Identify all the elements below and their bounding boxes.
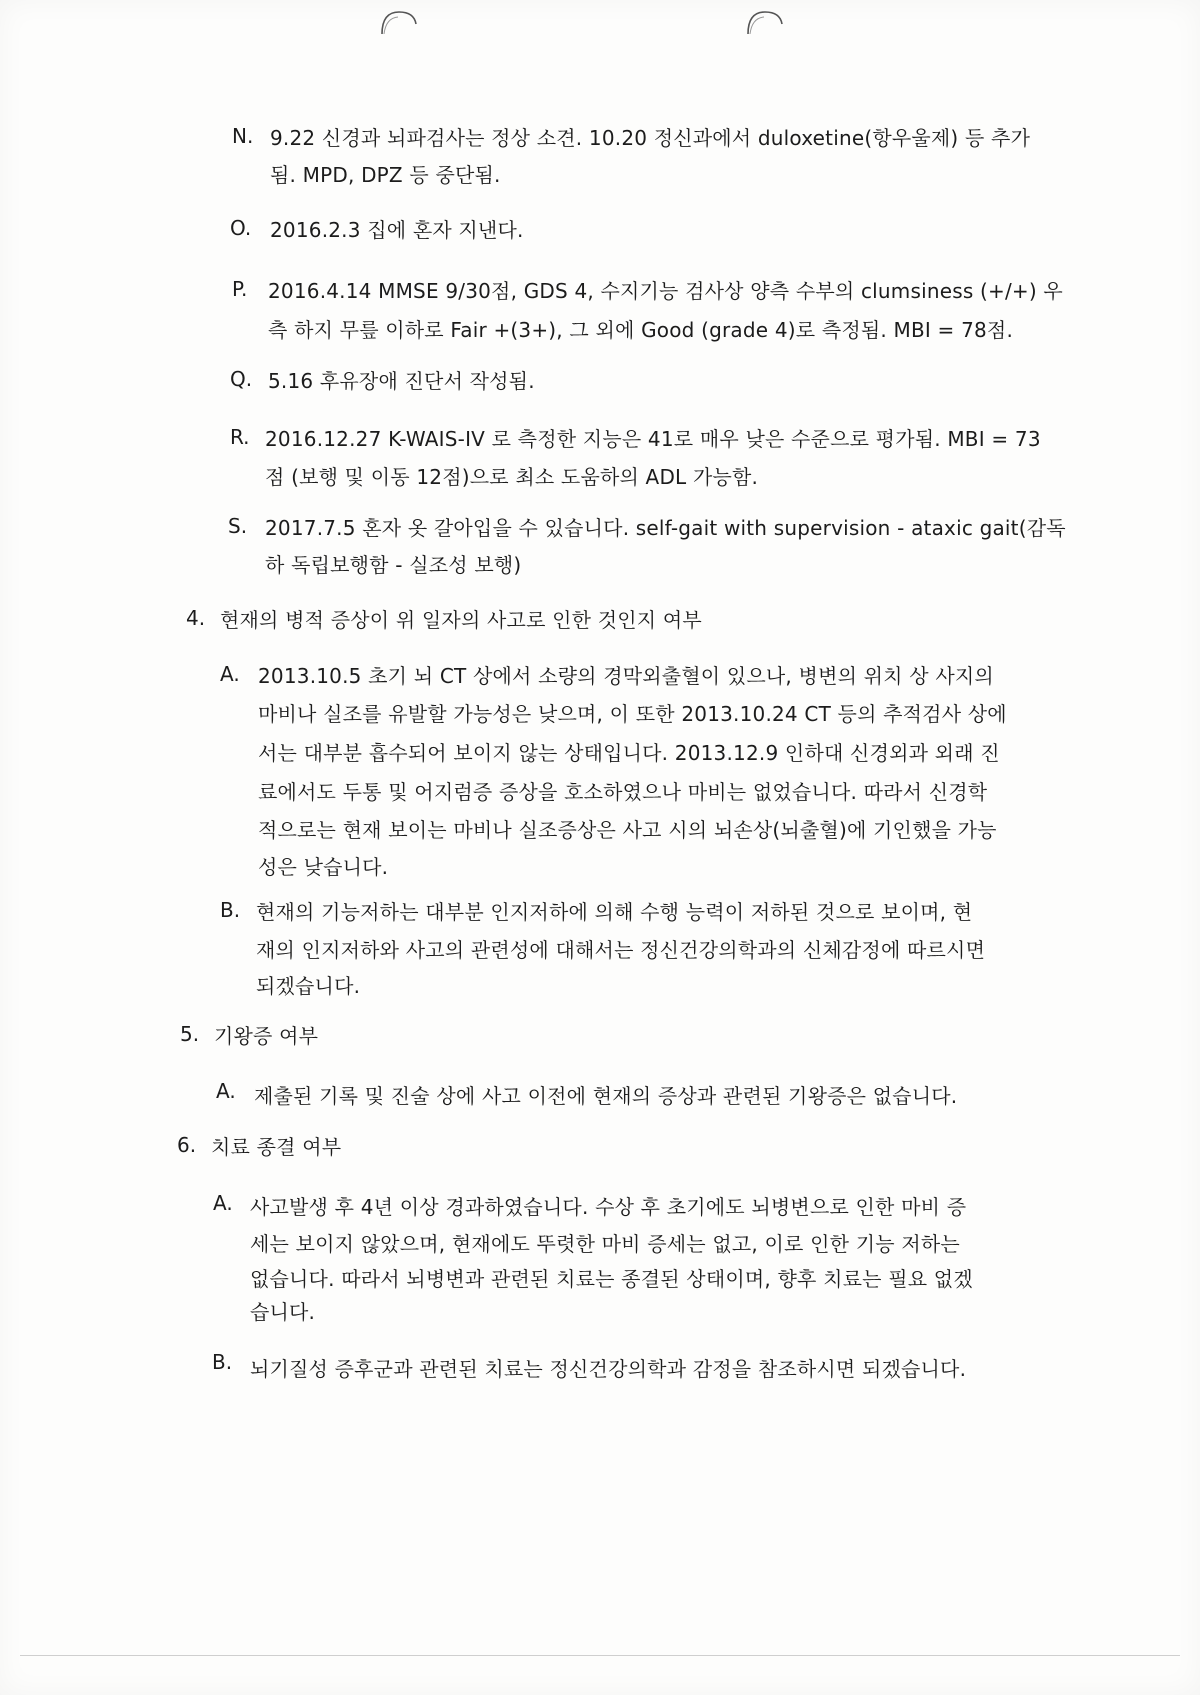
item-s-line-1: 2017.7.5 혼자 옷 갈아입을 수 있습니다. self-gait with supervision - ataxic gait(감독 (265, 516, 1066, 540)
item-marker-s: S. (228, 514, 248, 538)
section-5-item-a-line-1: 제출된 기록 및 진술 상에 사고 이전에 현재의 증상과 관련된 기왕증은 없습니다. (254, 1084, 958, 1108)
section-4-number: 4. (186, 606, 206, 630)
bottom-scan-edge (20, 1655, 1180, 1656)
item-marker-r: R. (230, 425, 250, 449)
section-5-item-a-marker: A. (216, 1079, 236, 1103)
section-6-item-a-line-2: 세는 보이지 않았으며, 현재에도 뚜렷한 마비 증세는 없고, 이로 인한 기능 저하는 (250, 1232, 960, 1256)
item-p-line-2: 측 하지 무릎 이하로 Fair +(3+), 그 외에 Good (grade 4)로 측정됨. MBI = 78점. (268, 318, 1013, 342)
item-marker-p: P. (232, 277, 248, 301)
section-4-item-b-line-2: 재의 인지저하와 사고의 관련성에 대해서는 정신건강의학과의 신체감정에 따르시면 (256, 938, 986, 962)
item-marker-n: N. (232, 124, 254, 148)
section-6-item-a-line-1: 사고발생 후 4년 이상 경과하였습니다. 수상 후 초기에도 뇌병변으로 인한 마비 증 (250, 1195, 967, 1219)
item-s-line-2: 하 독립보행함 - 실조성 보행) (265, 553, 522, 577)
section-5-heading: 기왕증 여부 (214, 1024, 319, 1048)
item-marker-q: Q. (230, 367, 253, 391)
item-n-line-1: 9.22 신경과 뇌파검사는 정상 소견. 10.20 정신과에서 duloxetine(항우울제) 등 추가 (270, 126, 1031, 150)
punch-hole-left (378, 8, 420, 38)
item-r-line-1: 2016.12.27 K-WAIS-IV 로 측정한 지능은 41로 매우 낮은 수준으로 평가됨. MBI = 73 (265, 427, 1041, 451)
section-4-item-a-line-2: 마비나 실조를 유발할 가능성은 낮으며, 이 또한 2013.10.24 CT 등의 추적검사 상에 (258, 702, 1007, 726)
section-4-item-a-line-4: 료에서도 두통 및 어지럼증 증상을 호소하였으나 마비는 없었습니다. 따라서 신경학 (258, 780, 988, 804)
item-r-line-2: 점 (보행 및 이동 12점)으로 최소 도움하의 ADL 가능함. (265, 465, 759, 489)
punch-hole-right (744, 8, 786, 38)
section-4-item-b-line-1: 현재의 기능저하는 대부분 인지저하에 의해 수행 능력이 저하된 것으로 보이며, 현 (256, 900, 973, 924)
section-6-item-a-line-3: 없습니다. 따라서 뇌병변과 관련된 치료는 종결된 상태이며, 향후 치료는 필요 없겠 (250, 1267, 973, 1291)
section-4-item-a-marker: A. (220, 662, 240, 686)
section-6-item-b-marker: B. (212, 1350, 233, 1374)
section-4-item-a-line-5: 적으로는 현재 보이는 마비나 실조증상은 사고 시의 뇌손상(뇌출혈)에 기인했을 가능 (258, 818, 997, 842)
section-6-number: 6. (177, 1133, 197, 1157)
item-p-line-1: 2016.4.14 MMSE 9/30점, GDS 4, 수지기능 검사상 양측 수부의 clumsiness (+/+) 우 (268, 279, 1063, 303)
section-4-item-b-line-3: 되겠습니다. (256, 974, 361, 998)
section-6-item-a-line-4: 습니다. (250, 1300, 316, 1324)
section-4-item-a-line-3: 서는 대부분 흡수되어 보이지 않는 상태입니다. 2013.12.9 인하대 신경외과 외래 진 (258, 741, 1000, 765)
section-6-item-b-line-1: 뇌기질성 증후군과 관련된 치료는 정신건강의학과 감정을 참조하시면 되겠습니다. (250, 1357, 967, 1381)
section-4-item-a-line-6: 성은 낮습니다. (258, 855, 389, 879)
item-n-line-2: 됨. MPD, DPZ 등 중단됨. (270, 163, 501, 187)
section-6-item-a-marker: A. (213, 1191, 233, 1215)
section-4-item-a-line-1: 2013.10.5 초기 뇌 CT 상에서 소량의 경막외출혈이 있으나, 병변의 위치 상 사지의 (258, 664, 994, 688)
item-q-line-1: 5.16 후유장애 진단서 작성됨. (268, 369, 535, 393)
item-marker-o: O. (230, 216, 252, 240)
section-4-heading: 현재의 병적 증상이 위 일자의 사고로 인한 것인지 여부 (220, 608, 702, 632)
section-6-heading: 치료 종결 여부 (211, 1135, 342, 1159)
section-5-number: 5. (180, 1022, 200, 1046)
item-o-line-1: 2016.2.3 집에 혼자 지낸다. (270, 218, 524, 242)
section-4-item-b-marker: B. (220, 898, 241, 922)
